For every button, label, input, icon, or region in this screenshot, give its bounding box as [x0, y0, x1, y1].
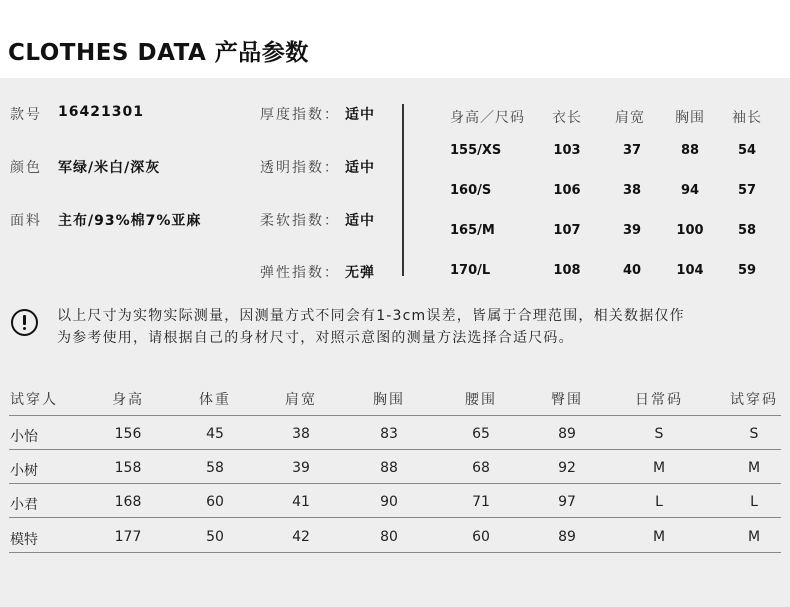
wear-cell: 80: [380, 529, 398, 545]
wear-cell: 39: [292, 460, 310, 476]
size-header-length: 衣长: [552, 110, 582, 126]
wear-cell: 38: [292, 426, 310, 442]
wear-cell: M: [747, 529, 761, 545]
wear-header-chest: 胸围: [373, 392, 405, 408]
table-divider: [9, 517, 781, 518]
page-title: CLOTHES DATA 产品参数: [8, 40, 309, 66]
exclamation-circle-icon: [11, 309, 38, 336]
wear-cell: 89: [558, 529, 576, 545]
size-cell: 59: [737, 263, 757, 278]
wear-cell: 90: [380, 494, 398, 510]
wear-cell: 88: [380, 460, 398, 476]
size-cell: 100: [676, 223, 704, 238]
vertical-divider: [402, 104, 404, 276]
wear-cell: S: [654, 426, 664, 442]
notice-line-2: 为参考使用，请根据自己的身材尺寸，对照示意图的测量方法选择合适尺码。: [57, 330, 574, 346]
wear-cell: M: [652, 460, 666, 476]
size-cell: 104: [676, 263, 704, 278]
wear-cell: S: [749, 426, 759, 442]
size-cell: 39: [622, 223, 642, 238]
wear-cell: 65: [472, 426, 490, 442]
wear-header-tried-size: 试穿码: [730, 392, 778, 408]
wear-cell: 168: [114, 494, 142, 510]
wear-header-person: 试穿人: [10, 392, 58, 408]
wear-cell: 92: [558, 460, 576, 476]
thickness-index-label: 厚度指数：: [260, 107, 340, 123]
style-no-label: 款号: [10, 107, 42, 123]
size-cell: 108: [553, 263, 581, 278]
table-divider: [9, 415, 781, 416]
wear-cell: 68: [472, 460, 490, 476]
size-cell: 38: [622, 183, 642, 198]
wear-cell: 89: [558, 426, 576, 442]
wear-cell: 45: [206, 426, 224, 442]
wear-cell: 60: [206, 494, 224, 510]
style-no-value: 16421301: [58, 104, 144, 120]
size-cell: 165/M: [450, 223, 495, 238]
fabric-value: 主布/93%棉7%亚麻: [58, 213, 202, 229]
notice-line-1: 以上尺寸为实物实际测量，因测量方式不同会有1-3cm误差，皆属于合理范围，相关数据仅作: [57, 308, 685, 324]
wear-cell: 小怡: [10, 429, 38, 445]
thickness-index-value: 适中: [345, 107, 375, 123]
wear-header-weight: 体重: [199, 392, 231, 408]
size-cell: 58: [737, 223, 757, 238]
size-cell: 37: [622, 143, 642, 158]
color-value: 军绿/米白/深灰: [58, 160, 161, 176]
wear-header-waist: 腰围: [465, 392, 497, 408]
size-header-height-size: 身高／尺码: [450, 110, 525, 126]
wear-cell: 60: [472, 529, 490, 545]
size-cell: 57: [737, 183, 757, 198]
wear-cell: 模特: [10, 532, 38, 548]
wear-cell: 小君: [10, 497, 38, 513]
wear-cell: 177: [114, 529, 142, 545]
size-cell: 170/L: [450, 263, 491, 278]
wear-cell: M: [747, 460, 761, 476]
color-label: 颜色: [10, 160, 42, 176]
wear-cell: L: [750, 494, 758, 510]
elasticity-index-label: 弹性指数：: [260, 265, 340, 281]
transparency-index-value: 适中: [345, 160, 375, 176]
size-cell: 40: [622, 263, 642, 278]
softness-index-label: 柔软指数：: [260, 213, 340, 229]
wear-cell: 83: [380, 426, 398, 442]
fabric-label: 面料: [10, 213, 42, 229]
table-divider: [9, 552, 781, 553]
wear-cell: 42: [292, 529, 310, 545]
wear-header-shoulder: 肩宽: [285, 392, 317, 408]
wear-header-hip: 臀围: [551, 392, 583, 408]
size-cell: 106: [553, 183, 581, 198]
softness-index-value: 适中: [345, 213, 375, 229]
size-header-sleeve: 袖长: [732, 110, 762, 126]
wear-cell: M: [652, 529, 666, 545]
size-cell: 94: [680, 183, 700, 198]
measurement-notice: [57, 305, 779, 349]
wear-cell: 小树: [10, 463, 38, 479]
wear-cell: L: [655, 494, 663, 510]
size-cell: 107: [553, 223, 581, 238]
wear-cell: 97: [558, 494, 576, 510]
size-cell: 88: [680, 143, 700, 158]
wear-cell: 58: [206, 460, 224, 476]
wear-cell: 156: [114, 426, 142, 442]
wear-cell: 50: [206, 529, 224, 545]
table-divider: [9, 483, 781, 484]
wear-cell: 41: [292, 494, 310, 510]
size-cell: 155/XS: [450, 143, 502, 158]
wear-cell: 158: [114, 460, 142, 476]
wear-header-daily-size: 日常码: [635, 392, 683, 408]
wear-header-height: 身高: [112, 392, 144, 408]
size-cell: 54: [737, 143, 757, 158]
size-cell: 103: [553, 143, 581, 158]
table-divider: [9, 449, 781, 450]
size-cell: 160/S: [450, 183, 492, 198]
size-header-shoulder: 肩宽: [615, 110, 645, 126]
elasticity-index-value: 无弹: [345, 265, 375, 281]
wear-cell: 71: [472, 494, 490, 510]
size-header-chest: 胸围: [675, 110, 705, 126]
transparency-index-label: 透明指数：: [260, 160, 340, 176]
